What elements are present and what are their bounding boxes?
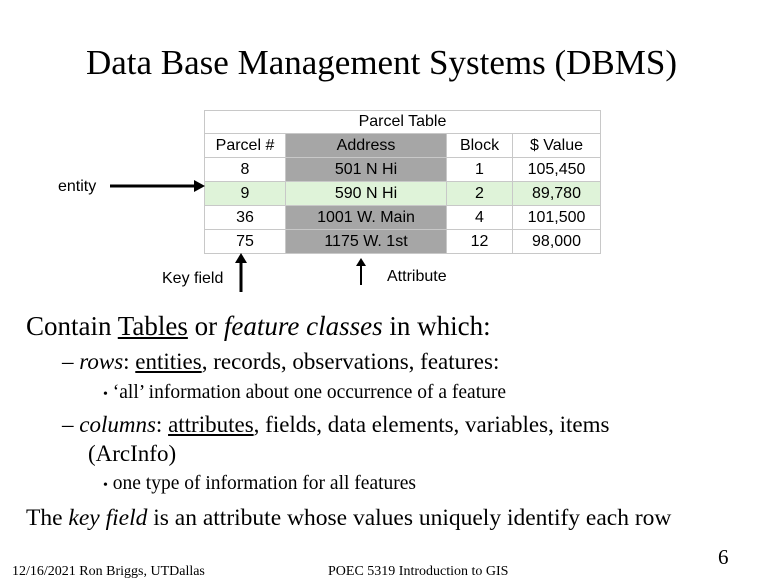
key-field-label: Key field [162,270,224,287]
sub-bullet-columns [103,473,416,495]
bullet-text: Contain [26,311,118,341]
column-header-parcel: Parcel # [205,134,286,158]
footer-date-author: 12/16/2021 Ron Briggs, UTDallas [12,564,205,579]
column-header-block: Block [447,134,513,158]
footer-course: POEC 5319 Introduction to GIS [328,564,509,579]
bullet-rows [62,349,499,375]
table-cell: 501 N Hi [286,158,447,182]
table-row [205,158,601,182]
table-cell: 12 [447,230,513,254]
bullet-text: : [123,349,136,374]
dash-bullet: – [62,349,74,374]
bullet-text: is an attribute whose values uniquely identify each row [147,505,672,531]
parcel-table [204,110,601,254]
table-cell: 1 [447,158,513,182]
table-row [205,206,601,230]
bullet-text: in which: [382,311,491,341]
table-cell: 101,500 [513,206,601,230]
bullet-text: or [187,311,224,341]
bullet-text: ‘all’ information about one occurrence of a feature [112,382,507,403]
table-cell: 2 [447,182,513,206]
table-cell: 98,000 [513,230,601,254]
dash-bullet: – [62,412,74,437]
table-caption-row [205,111,601,134]
tables-term: Tables [117,311,188,341]
feature-classes-term: feature classes [223,311,383,341]
table-cell: 105,450 [513,158,601,182]
table-cell: 8 [205,158,286,182]
table-caption: Parcel Table [205,111,601,134]
bullet-text: , records, observations, features: [201,349,500,374]
table-cell: 4 [447,206,513,230]
table-cell: 590 N Hi [286,182,447,206]
table-header-row [205,134,601,158]
entities-term: entities [135,349,202,374]
attribute-arrow-icon [356,258,366,286]
bullet-text: one type of information for all features [112,473,417,494]
table-row [205,230,601,254]
attribute-label: Attribute [387,268,447,285]
table-cell: 1175 W. 1st [286,230,447,254]
sub-bullet-rows [103,382,506,404]
bullet-columns-line2: (ArcInfo) [88,441,177,466]
columns-term: columns [79,412,156,437]
key-field-term: key field [68,505,148,531]
bullet-text: , fields, data elements, variables, items [253,412,610,437]
bullet-columns [62,412,609,438]
column-header-address: Address [286,134,447,158]
bullet-text: The [26,505,69,531]
dot-bullet: • [103,387,108,402]
column-header-value: $ Value [513,134,601,158]
dot-bullet: • [103,478,108,493]
table-cell: 1001 W. Main [286,206,447,230]
table-cell: 9 [205,182,286,206]
attributes-term: attributes [168,412,254,437]
bullet-key-field [26,505,671,532]
key-field-arrow-icon [235,253,247,293]
slide-title: Data Base Management Systems (DBMS) [85,43,678,82]
bullet-contain-tables [26,311,491,342]
table-cell: 89,780 [513,182,601,206]
table-cell: 75 [205,230,286,254]
entity-label: entity [58,178,97,195]
table-cell: 36 [205,206,286,230]
table-row-highlighted [205,182,601,206]
bullet-text: : [155,412,169,437]
page-number: 6 [718,545,729,569]
entity-arrow-icon [110,179,206,193]
rows-term: rows [79,349,124,374]
